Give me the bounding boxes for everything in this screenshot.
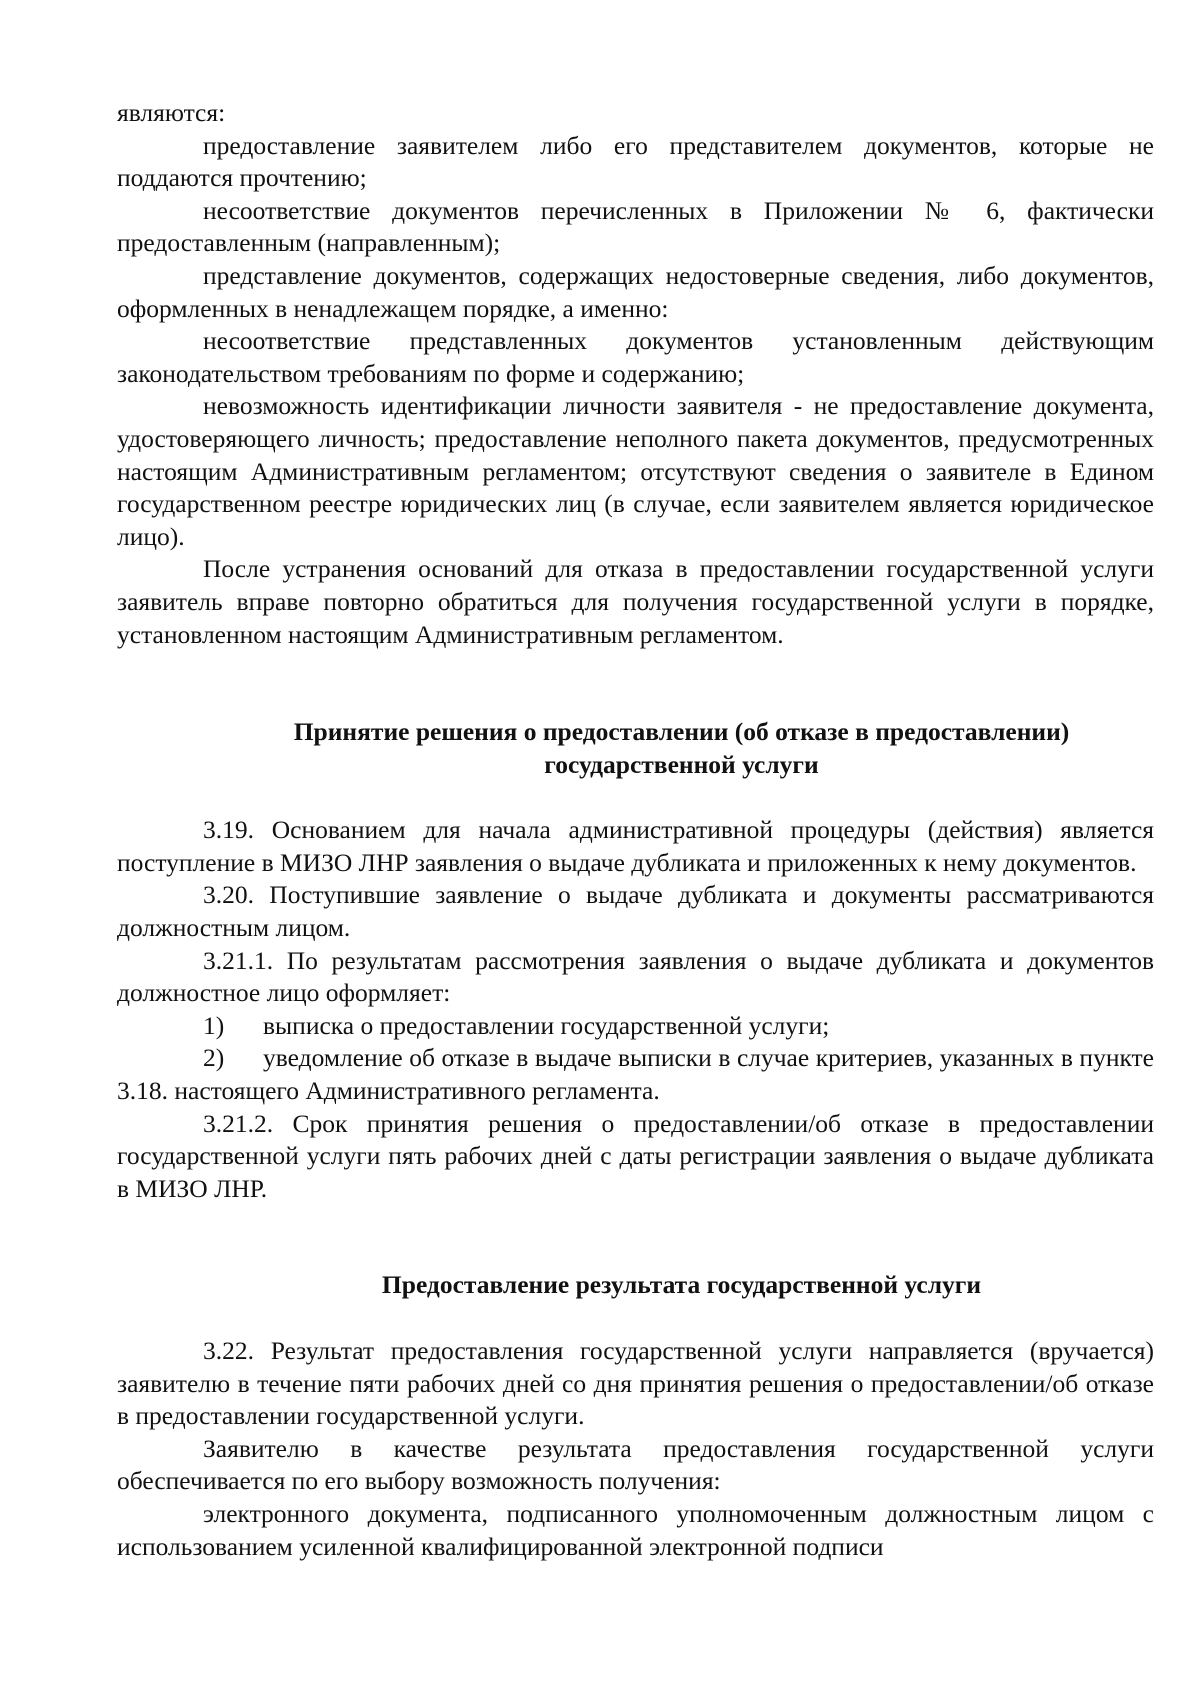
document-body xyxy=(117,97,1154,1563)
paragraph-electronic-document: электронного документа, подписанного уполномоченным должностным лицом с использованием усиленной квалифицированной электронной подписи xyxy=(117,1498,1154,1561)
section-heading-decision-line1: Принятие решения о предоставлении (об отказе в предоставлении) xyxy=(293,717,1070,747)
paragraph-continuation: являются: xyxy=(117,98,226,127)
heading-spacer xyxy=(117,1302,1154,1335)
paragraph-result-choice: Заявителю в качестве результата предоставления государственной услуги обеспечивается по его выбору возможность получения: xyxy=(117,1433,1154,1496)
section-spacer xyxy=(117,651,1154,716)
list-item-text: уведомление об отказе в выдаче выписки в случае критериев, указанных в пункте 3.18. настоящего Административного регламента. xyxy=(117,1043,1154,1106)
heading-spacer xyxy=(117,781,1154,814)
list-item xyxy=(117,1042,1154,1107)
paragraph-identification: невозможность идентификации личности заявителя - не предоставление документа, удостоверяющего личность; предоставление неполного пакета документов, предусмотренных настоящим Административным регламентом; отсутствуют сведения о заявителе в Едином государственном реестре юридических лиц (в случае, если заявителем является юридическое лицо). xyxy=(117,391,1154,551)
paragraph-3-22: 3.22. Результат предоставления государственной услуги направляется (вручается) заявителю в течение пяти рабочих дней со дня принятия решения о предоставлении/об отказе в предоставлении государственной услуги. xyxy=(117,1336,1154,1431)
list-item-text: выписка о предоставлении государственной услуги; xyxy=(263,1010,830,1040)
paragraph-false-information: представление документов, содержащих недостоверные сведения, либо документов, оформленных в ненадлежащем порядке, а именно: xyxy=(117,260,1154,323)
paragraph-3-21-2: 3.21.2. Срок принятия решения о предоставлении/об отказе в предоставлении государственной услуги пять рабочих дней с даты регистрации заявления о выдаче дубликата в МИЗО ЛНР. xyxy=(117,1108,1154,1203)
section-spacer xyxy=(117,1205,1154,1269)
paragraph-mismatch-appendix: несоответствие документов перечисленных в Приложении № 6, фактически предоставленным (направленным); xyxy=(117,195,1154,258)
section-heading-decision-line2: государственной услуги xyxy=(544,749,819,779)
paragraph-unreadable-docs: предоставление заявителем либо его представителем документов, которые не поддаются прочтению; xyxy=(117,130,1154,193)
paragraph-3-19: 3.19. Основанием для начала административной процедуры (действия) является поступление в МИЗО ЛНР заявления о выдаче дубликата и приложенных к нему документов. xyxy=(117,815,1154,877)
paragraph-3-21-1: 3.21.1. По результатам рассмотрения заявления о выдаче дубликата и документов должностное лицо оформляет: xyxy=(117,945,1154,1008)
list-item-number: 2) xyxy=(203,1043,225,1073)
paragraph-3-20: 3.20. Поступившие заявление о выдаче дубликата и документы рассматриваются должностным лицом. xyxy=(117,880,1154,943)
paragraph-form-mismatch: несоответствие представленных документов установленным действующим законодательством требованиям по форме и содержанию; xyxy=(117,326,1154,388)
paragraph-reapply: После устранения оснований для отказа в предоставлении государственной услуги заявитель вправе повторно обратиться для получения государственной услуги в порядке, установленном настоящим Административным регламентом. xyxy=(117,554,1154,649)
list-item-number: 1) xyxy=(203,1010,225,1040)
list-item xyxy=(117,1010,1154,1043)
section-heading-result: Предоставление результата государственной услуги xyxy=(381,1270,982,1300)
